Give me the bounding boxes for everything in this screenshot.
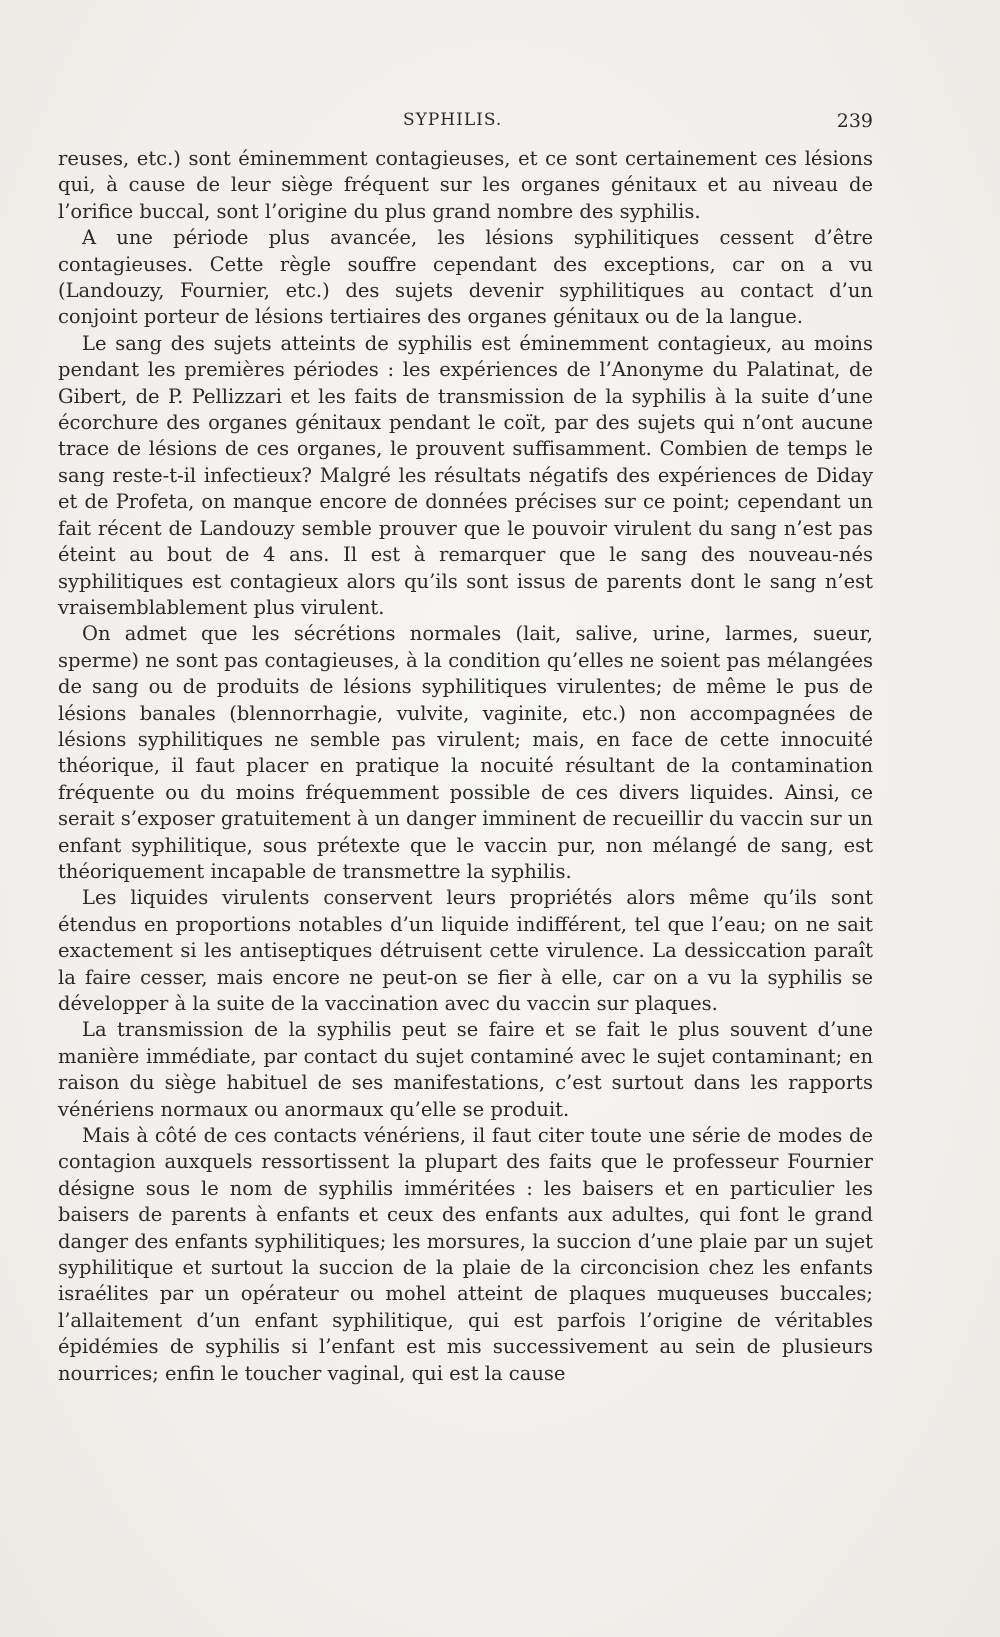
paragraph: Mais à côté de ces contacts vénériens, il faut citer toute une série de modes de contagion auxquels ressortissent la plupart des faits que le professeur Fournier désigne sous le nom de syphilis imméritées : les baisers et en particulier les baisers de parents à enfants et ceux des enfants aux adultes, qui font le grand danger des enfants syphilitiques; les morsures, la succion d’une plaie par un sujet syphilitique et surtout la succion de la plaie de la circoncision chez les enfants israélites par un opérateur ou mohel atteint de plaques muqueuses buccales; l’allaitement d’un enfant syphilitique, qui est parfois l’origine de véritables épidémies de syphilis si l’enfant est mis successivement au sein de plusieurs nourrices; enfin le toucher vaginal, qui est la cause <box>58 1124 873 1385</box>
paragraph: La transmission de la syphilis peut se faire et se fait le plus souvent d’une manière immédiate, par contact du sujet contaminé avec le sujet contaminant; en raison du siège habituel de ses manifestations, c’est surtout dans les rapports vénériens normaux ou anormaux qu’elle se produit. <box>58 1018 873 1121</box>
page-header <box>58 110 873 136</box>
page-number: 239 <box>836 110 873 132</box>
body-text <box>58 146 873 1387</box>
paragraph: Les liquides virulents conservent leurs propriétés alors même qu’ils sont étendus en proportions notables d’un liquide indifférent, tel que l’eau; on ne sait exactement si les antiseptiques détruisent cette virulence. La dessiccation paraît la faire cesser, mais encore ne peut-on se fier à elle, car on a vu la syphilis se développer à la suite de la vaccination avec du vaccin sur plaques. <box>58 886 873 1015</box>
paragraph: A une période plus avancée, les lésions syphilitiques cessent d’être contagieuses. Cette règle souffre cependant des exceptions, car on a vu (Landouzy, Fournier, etc.) des sujets devenir syphilitiques au contact d’un conjoint porteur de lésions tertiaires des organes génitaux ou de la langue. <box>58 226 873 329</box>
paragraph: On admet que les sécrétions normales (lait, salive, urine, larmes, sueur, sperme) ne sont pas contagieuses, à la condition qu’elles ne soient pas mélangées de sang ou de produits de lésions syphilitiques virulentes; de même le pus de lésions banales (blennorrhagie, vulvite, vaginite, etc.) non accompagnées de lésions syphilitiques ne semble pas virulent; mais, en face de cette innocuité théorique, il faut placer en pratique la nocuité résultant de la contamination fréquente ou du moins fréquemment possible de ces divers liquides. Ainsi, ce serait s’exposer gratuitement à un danger imminent de recueillir du vaccin sur un enfant syphilitique, sous prétexte que le vaccin pur, non mélangé de sang, est théoriquement incapable de transmettre la syphilis. <box>58 622 873 883</box>
running-title: SYPHILIS. <box>403 110 503 130</box>
paragraph: Le sang des sujets atteints de syphilis est éminemment contagieux, au moins pendant les premières périodes : les expériences de l’Anonyme du Palatinat, de Gibert, de P. Pellizzari et les faits de transmission de la syphilis à la suite d’une écorchure des organes génitaux pendant le coït, par des sujets qui n’ont aucune trace de lésions de ces organes, le prouvent suffisamment. Combien de temps le sang reste-t-il infectieux? Malgré les résultats négatifs des expériences de Diday et de Profeta, on manque encore de données précises sur ce point; cependant un fait récent de Landouzy semble prouver que le pouvoir virulent du sang n’est pas éteint au bout de 4 ans. Il est à remarquer que le sang des nouveau-nés syphilitiques est contagieux alors qu’ils sont issus de parents dont le sang n’est vraisemblablement plus virulent. <box>58 331 873 619</box>
paragraph-continuation: reuses, etc.) sont éminemment contagieuses, et ce sont certainement ces lésions qui, à cause de leur siège fréquent sur les organes génitaux et au niveau de l’orifice buccal, sont l’origine du plus grand nombre des syphilis. <box>58 147 873 223</box>
